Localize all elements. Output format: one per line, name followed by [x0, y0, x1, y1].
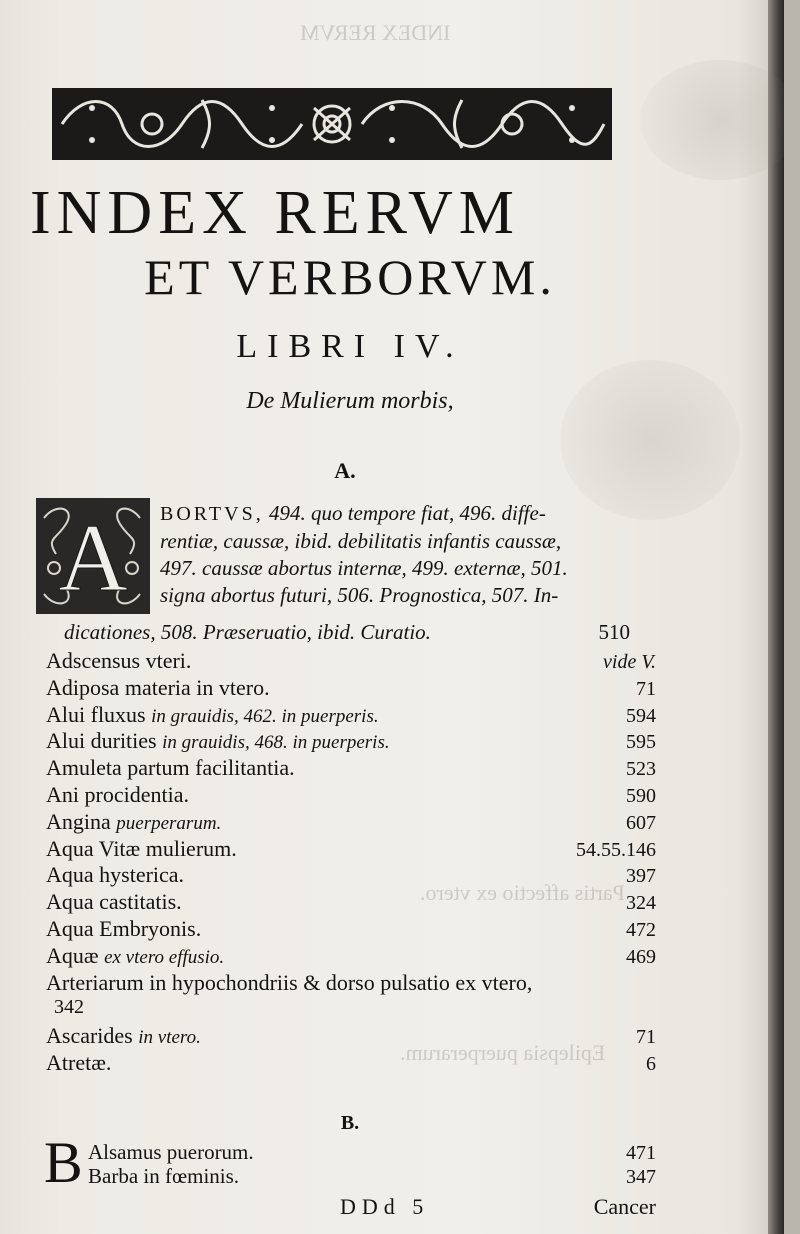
entry-italic: puerperarum.: [116, 812, 222, 834]
page-number: 594: [626, 704, 656, 727]
page-number: 607: [626, 811, 656, 834]
index-subtitle: ET VERBORVM.: [144, 249, 556, 305]
entry-text: Atretæ.: [46, 1049, 112, 1075]
index-entry: [46, 728, 656, 755]
abortus-entry: [160, 500, 660, 609]
entry-italic: ex vtero effusio.: [104, 946, 225, 968]
entry-text: Ani procidentia.: [46, 781, 189, 807]
index-entry: [46, 702, 656, 729]
bleed-through-text: Partis affectio ex vtero.: [420, 880, 625, 905]
page-number: 469: [626, 945, 656, 968]
index-entries-b: [88, 1140, 656, 1188]
book-number: LIBRI IV.: [236, 328, 464, 365]
index-entry: [46, 755, 656, 782]
page-number: 510: [598, 620, 630, 644]
lead-word: BORTVS,: [160, 503, 264, 525]
entry-italic: in grauidis, 468. in puerperis.: [162, 732, 390, 754]
entry-text: Adiposa materia in vtero.: [46, 674, 270, 700]
entry-continuation-page: 342: [54, 996, 84, 1019]
index-entry: [46, 675, 656, 702]
entry-text: Aqua hysterica.: [46, 862, 185, 888]
page-number: 71: [636, 677, 656, 700]
section-letter-b: B.: [340, 1112, 360, 1134]
signature-mark: DDd 5: [340, 1194, 430, 1219]
page-number: 324: [626, 892, 656, 915]
book-spine: [768, 0, 784, 1234]
entry-text: Ascarides: [46, 1023, 133, 1049]
entry-text: Alui durities: [46, 728, 157, 754]
index-entry: [46, 970, 656, 997]
para-line: rentiæ, caussæ, ibid. debilitatis infantis caussæ,: [160, 529, 562, 553]
para-line: 497. caussæ abortus internæ, 499. externæ, 501.: [160, 556, 568, 580]
page-number: 595: [626, 731, 656, 754]
index-entry: [88, 1164, 656, 1188]
index-entry: [46, 943, 656, 970]
section-letter-a: A.: [334, 458, 356, 483]
entry-text: Barba in fœminis.: [88, 1164, 240, 1188]
page-number: 71: [636, 1026, 656, 1049]
page-number: 54.55.146: [576, 838, 656, 861]
index-entry: [46, 1050, 656, 1077]
entry-text: Alsamus puerorum.: [88, 1140, 254, 1164]
entry-italic: in grauidis, 462. in puerperis.: [151, 705, 379, 727]
para-line: signa abortus futuri, 506. Prognostica, 507. In-: [160, 583, 559, 607]
page-number: 471: [626, 1142, 656, 1164]
entry-text: Aqua castitatis.: [46, 889, 182, 915]
entry-text: Arteriarum in hypochondriis & dorso pulsatio ex vtero,: [46, 969, 533, 995]
index-title: INDEX RERVM: [30, 179, 520, 247]
entry-text: Amuleta partum facilitantia.: [46, 755, 295, 781]
entry-text: Aqua Vitæ mulierum.: [46, 835, 237, 861]
index-entry: [46, 889, 656, 916]
entry-text: Angina: [46, 808, 111, 834]
page-number: 6: [646, 1052, 656, 1075]
index-entry: [46, 648, 656, 675]
page-number: 523: [626, 758, 656, 781]
index-entry: [46, 782, 656, 809]
para-line-text: 494. quo tempore fiat, 496. diffe-: [268, 501, 546, 525]
index-entry: [46, 836, 656, 863]
entry-text: Aquæ: [46, 942, 99, 968]
index-entry: [88, 1140, 656, 1164]
section-topic: De Mulierum morbis,: [246, 388, 454, 414]
bleed-through-text: Epilepsia puerperarum.: [400, 1040, 606, 1065]
page-number: 347: [626, 1166, 656, 1188]
index-entry: [46, 916, 656, 943]
index-entry: [46, 862, 656, 889]
ornamental-headband: [52, 88, 612, 160]
index-entry: [46, 1023, 656, 1050]
entry-text: Alui fluxus: [46, 701, 146, 727]
entry-text: Adscensus vteri.: [46, 648, 192, 673]
initial-letter: A: [58, 504, 128, 611]
page-number: vide V.: [603, 651, 656, 673]
paper-stain: [640, 60, 784, 180]
para-line: [160, 500, 660, 528]
decorated-initial-a: [36, 498, 150, 614]
page-number: 590: [626, 784, 656, 807]
index-entries-a: [46, 648, 656, 1077]
page-footer: [340, 1194, 656, 1220]
para-line-text: dicationes, 508. Præseruatio, ibid. Curatio.: [64, 620, 431, 644]
bleed-through-text: INDEX RERVM: [300, 20, 451, 45]
index-entry: [46, 809, 656, 836]
floral-initial-frame: [36, 498, 150, 614]
catchword: Cancer: [593, 1194, 656, 1219]
abortus-entry-last-line: [64, 620, 630, 645]
entry-text: Aqua Embryonis.: [46, 915, 202, 941]
initial-letter-b: B: [44, 1130, 83, 1195]
paper-stain: [560, 360, 740, 520]
page-number: 472: [626, 918, 656, 941]
entry-italic: in vtero.: [138, 1027, 201, 1049]
page-number: 397: [626, 865, 656, 888]
